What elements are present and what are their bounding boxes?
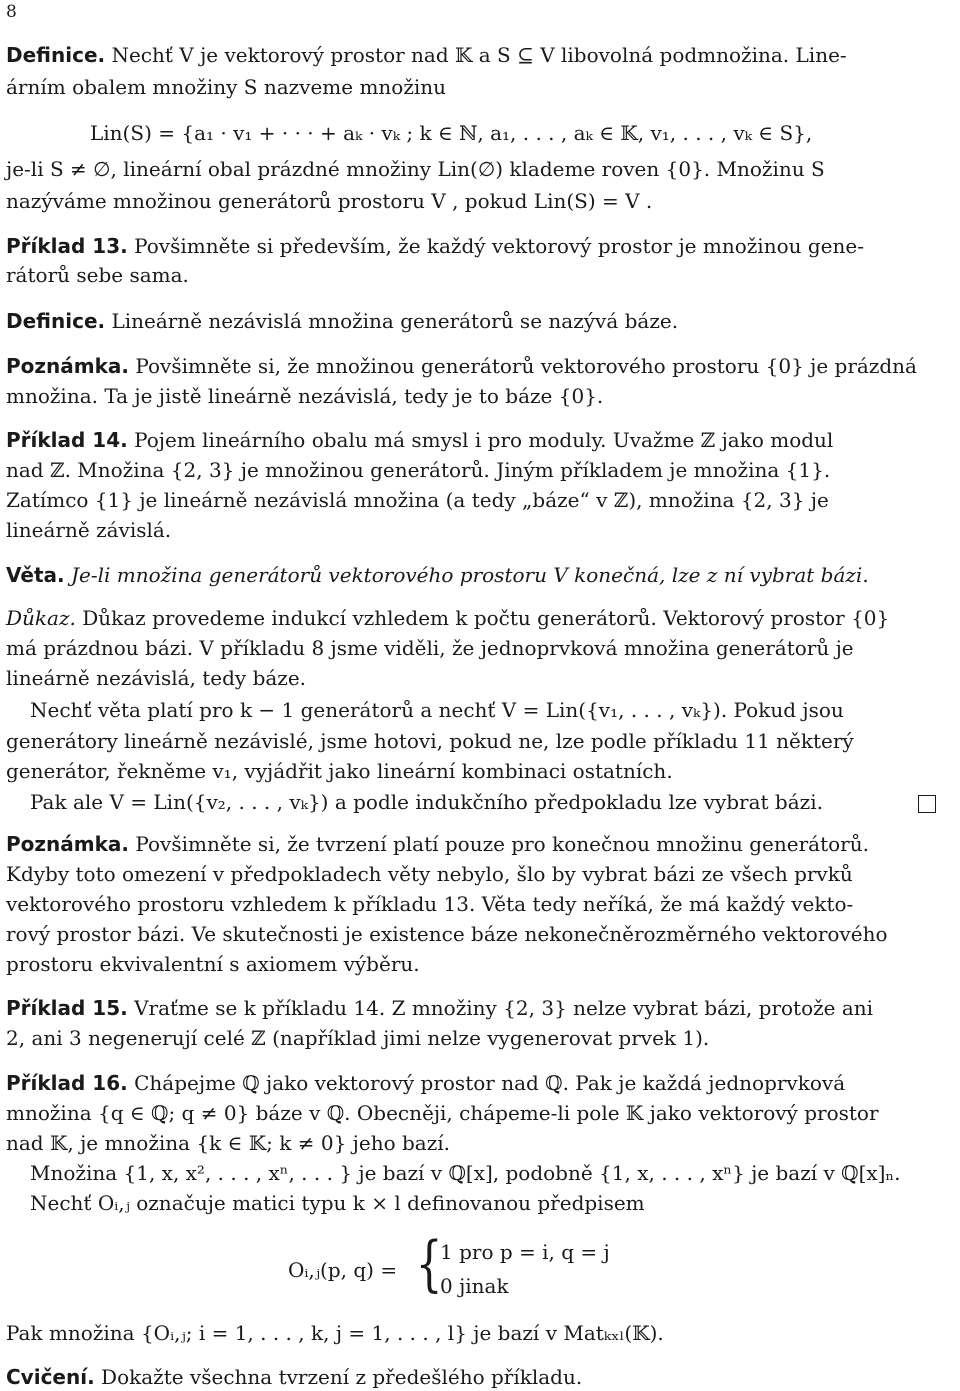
- left-brace-icon: {: [415, 1229, 443, 1299]
- text-line: generátor, řekněme v₁, vyjádřit jako lineární kombinaci ostatních.: [6, 759, 673, 783]
- section-text: Povšimněte si, že množinou generátorů vektorového prostoru {0} je prázdná: [129, 354, 917, 378]
- text-line: Pak množina {Oᵢ,ⱼ; i = 1, . . . , k, j = 1, . . . , l} je bazí v Matₖₓₗ(𝕂).: [6, 1321, 664, 1345]
- definition-basis: [6, 309, 678, 333]
- theorem: [6, 563, 869, 587]
- text-line: má prázdnou bázi. V příkladu 8 jsme viděli, že jednoprvková množina generátorů je: [6, 636, 854, 660]
- section-label: Cvičení.: [6, 1365, 95, 1389]
- text-line: Kdyby toto omezení v předpokladech věty nebylo, šlo by vybrat bázi ze všech prvků: [6, 862, 853, 886]
- exercise: [6, 1365, 582, 1389]
- formula-case-1: 1 pro p = i, q = j: [440, 1240, 610, 1264]
- section-text: Povšimněte si především, že každý vektorový prostor je množinou gene-: [127, 234, 864, 258]
- text-line: generátory lineárně nezávislé, jsme hotovi, pokud ne, lze podle příkladu 11 některý: [6, 729, 854, 753]
- text-line: árním obalem množiny S nazveme množinu: [6, 75, 447, 99]
- remark-1: [6, 354, 917, 378]
- text-line: Nechť věta platí pro k − 1 generátorů a nechť V = Lin({v₁, . . . , vₖ}). Pokud jsou: [30, 698, 844, 722]
- section-text: Pojem lineárního obalu má smysl i pro moduly. Uvažme ℤ jako modul: [127, 428, 834, 452]
- section-label: Poznámka.: [6, 354, 130, 378]
- remark-2: [6, 832, 869, 856]
- section-text: Je-li množina generátorů vektorového prostoru V konečná, lze z ní vybrat bázi.: [64, 563, 869, 587]
- section-label: Příklad 15.: [6, 996, 128, 1020]
- example-13: [6, 234, 864, 258]
- text-line: lineárně závislá.: [6, 518, 172, 542]
- section-label: Definice.: [6, 309, 106, 333]
- section-label: Příklad 13.: [6, 234, 128, 258]
- section-text: Dokažte všechna tvrzení z předešlého příkladu.: [94, 1365, 583, 1389]
- section-label: Příklad 14.: [6, 428, 128, 452]
- formula-o-ij-lhs: Oᵢ,ⱼ(p, q) =: [288, 1258, 398, 1282]
- proof-label: Důkaz.: [6, 606, 76, 630]
- section-text: Povšimněte si, že tvrzení platí pouze pro konečnou množinu generátorů.: [129, 832, 869, 856]
- page-number: 8: [6, 2, 17, 22]
- text-line: Pak ale V = Lin({v₂, . . . , vₖ}) a podle indukčního předpokladu lze vybrat bázi.: [30, 790, 823, 814]
- example-14: [6, 428, 833, 452]
- text-line: nad ℤ. Množina {2, 3} je množinou generátorů. Jiným příkladem je množina {1}.: [6, 458, 831, 482]
- section-text: Chápejme ℚ jako vektorový prostor nad ℚ. Pak je každá jednoprvková: [127, 1071, 846, 1095]
- section-label: Věta.: [6, 563, 65, 587]
- text-line: prostoru ekvivalentní s axiomem výběru.: [6, 952, 420, 976]
- section-text: Lineárně nezávislá množina generátorů se nazývá báze.: [105, 309, 679, 333]
- text-line: 2, ani 3 negenerují celé ℤ (například jimi nelze vygenerovat prvek 1).: [6, 1026, 710, 1050]
- definition-linear-span: [6, 43, 847, 67]
- text-line: množina {q ∈ ℚ; q ≠ 0} báze v ℚ. Obecněji, chápeme-li pole 𝕂 jako vektorový prostor: [6, 1101, 879, 1125]
- text-line: rový prostor bázi. Ve skutečnosti je existence báze nekonečněrozměrného vektorového: [6, 922, 888, 946]
- section-label: Poznámka.: [6, 832, 130, 856]
- text-line: nad 𝕂, je množina {k ∈ 𝕂; k ≠ 0} jeho bazí.: [6, 1131, 451, 1155]
- formula-lin-s: Lin(S) = {a₁ · v₁ + · · · + aₖ · vₖ ; k ∈ ℕ, a₁, . . . , aₖ ∈ 𝕂, v₁, . . . , vₖ ∈ S},: [90, 121, 813, 145]
- proof: [6, 606, 889, 630]
- text-line: Množina {1, x, x², . . . , xⁿ, . . . } je bazí v ℚ[x], podobně {1, x, . . . , xⁿ} je bazí v ℚ[x]ₙ.: [30, 1161, 901, 1185]
- section-label: Definice.: [6, 43, 106, 67]
- text-line: rátorů sebe sama.: [6, 263, 189, 287]
- section-text: Důkaz provedeme indukcí vzhledem k počtu generátorů. Vektorový prostor {0}: [75, 606, 890, 630]
- section-label: Příklad 16.: [6, 1071, 128, 1095]
- text-line: množina. Ta je jistě lineárně nezávislá, tedy je to báze {0}.: [6, 384, 604, 408]
- text-line: Nechť Oᵢ,ⱼ označuje matici typu k × l definovanou předpisem: [30, 1191, 645, 1215]
- section-text: Vraťme se k příkladu 14. Z množiny {2, 3} nelze vybrat bázi, protože ani: [127, 996, 874, 1020]
- text-line: je-li S ≠ ∅, lineární obal prázdné množiny Lin(∅) klademe roven {0}. Množinu S: [6, 157, 825, 181]
- section-text: Nechť V je vektorový prostor nad 𝕂 a S ⊆ V libovolná podmnožina. Line-: [105, 43, 847, 67]
- text-line: nazýváme množinou generátorů prostoru V , pokud Lin(S) = V .: [6, 189, 653, 213]
- text-line: lineárně nezávislá, tedy báze.: [6, 666, 307, 690]
- text-line: Zatímco {1} je lineárně nezávislá množina (a tedy „báze“ v ℤ), množina {2, 3} je: [6, 488, 829, 512]
- qed-box-icon: [918, 795, 936, 813]
- text-line: vektorového prostoru vzhledem k příkladu 13. Věta tedy neříká, že má každý vekto-: [6, 892, 854, 916]
- formula-case-2: 0 jinak: [440, 1274, 509, 1298]
- example-15: [6, 996, 873, 1020]
- example-16: [6, 1071, 845, 1095]
